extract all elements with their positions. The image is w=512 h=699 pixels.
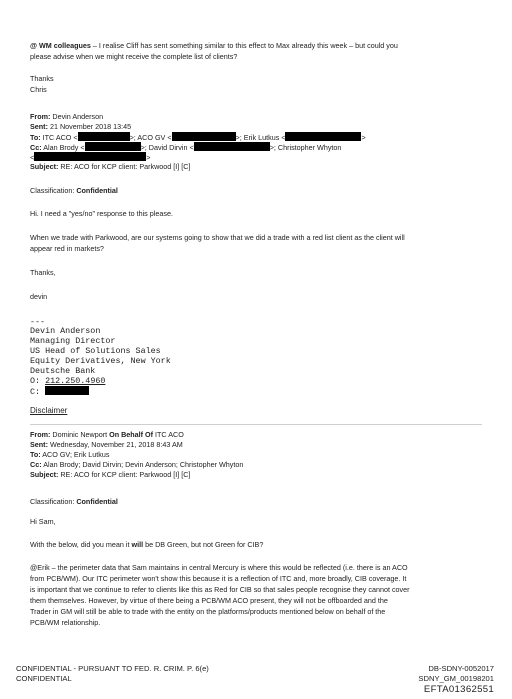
email2-para-line-5: Trader in GM will still be able to trade with the entity on the platforms/products mentioned below on behalf of the — [30, 607, 386, 616]
redaction-block — [78, 132, 130, 141]
email2-para-line-6: PCB/WM relationship. — [30, 618, 101, 627]
email2-para-line-2: from PCB/WM). Our ITC perimeter won't show this because it is a reflection of ITC and, more broadly, CIB coverage. It — [30, 574, 407, 583]
email2-classification: Classification: Confidential — [30, 497, 118, 506]
intro-name: Chris — [30, 85, 47, 94]
email1-signoff: devin — [30, 292, 48, 301]
email1-to: To: ITC ACO < >; ACO GV < >; Erik Lutkus < > — [30, 133, 366, 142]
wm-colleagues-mention: @ WM colleagues — [30, 41, 91, 50]
signature-title: Managing Director — [30, 336, 116, 346]
intro-line-1: @ WM colleagues – I realise Cliff has sent something similar to this effect to Max already this week – but could you — [30, 41, 398, 50]
redaction-block — [34, 152, 146, 161]
email1-body-2b: appear red in markets? — [30, 244, 104, 253]
email2-to: To: ACO GV; Erik Lutkus — [30, 450, 110, 459]
signature-separator: --- — [30, 317, 46, 327]
email2-from: From: Dominic Newport On Behalf Of ITC ACO — [30, 430, 184, 439]
signature-role: US Head of Solutions Sales — [30, 346, 161, 356]
email-divider — [30, 424, 482, 425]
footer-efta-id: EFTA01362551 — [423, 684, 494, 695]
signature-cell: C: — [30, 386, 89, 397]
email1-from: From: Devin Anderson — [30, 112, 104, 121]
email2-question: With the below, did you mean it will be DB Green, but not Green for CIB? — [30, 540, 264, 549]
phone-link[interactable]: 212.250.4960 — [45, 376, 106, 386]
intro-thanks: Thanks — [30, 74, 54, 83]
email1-thanks: Thanks, — [30, 268, 56, 277]
redaction-block — [194, 142, 270, 151]
email1-body-1: Hi. I need a "yes/no" response to this please. — [30, 209, 173, 218]
disclaimer-link[interactable]: Disclaimer — [30, 406, 68, 415]
email1-body-2a: When we trade with Parkwood, are our systems going to show that we did a trade with a red list client as the client will — [30, 233, 405, 242]
footer-bates-1: DB-SDNY-0052017 — [428, 664, 494, 673]
email2-para-line-4: them themselves. However, by virtue of there being a PCB/WM ACO present, they will not be offboarded and the — [30, 596, 388, 605]
redaction-block — [172, 132, 236, 141]
redaction-block — [85, 142, 141, 151]
signature-dept: Equity Derivatives, New York — [30, 356, 171, 366]
email2-subject: Subject: RE: ACO for KCP client: Parkwood [I] [C] — [30, 470, 191, 479]
footer-confidential: CONFIDENTIAL — [16, 674, 72, 683]
email1-subject: Subject: RE: ACO for KCP client: Parkwood [I] [C] — [30, 162, 191, 171]
email1-cc: Cc: Alan Brody < >; David Dirvin < >; Christopher Whyton — [30, 143, 342, 152]
email1-classification: Classification: Confidential — [30, 186, 118, 195]
email2-greeting: Hi Sam, — [30, 517, 56, 526]
email1-sent: Sent: 21 November 2018 13:45 — [30, 122, 132, 131]
signature-name: Devin Anderson — [30, 326, 101, 336]
email1-cc-cont: < > — [30, 153, 151, 162]
redaction-block — [285, 132, 361, 141]
signature-company: Deutsche Bank — [30, 366, 96, 376]
email2-sent: Sent: Wednesday, November 21, 2018 8:43 AM — [30, 440, 183, 449]
footer-confidential-notice: CONFIDENTIAL - PURSUANT TO FED. R. CRIM. P. 6(e) — [16, 664, 209, 673]
footer-bates-2: SDNY_GM_00198201 — [418, 674, 494, 683]
signature-phone: O: 212.250.4960 — [30, 376, 106, 386]
email2-cc: Cc: Alan Brody; David Dirvin; Devin Anderson; Christopher Whyton — [30, 460, 244, 469]
email2-para-line-3: is important that we continue to refer to clients like this as Red for CIB so that sales people recognise they cannot cover — [30, 585, 410, 594]
email2-para-line-1: @Erik – the perimeter data that Sam maintains in central Mercury is where this would be reflected (i.e. there is an ACO — [30, 563, 408, 572]
intro-line-2: please advise when we might receive the complete list of clients? — [30, 52, 238, 61]
redaction-block — [45, 386, 89, 395]
